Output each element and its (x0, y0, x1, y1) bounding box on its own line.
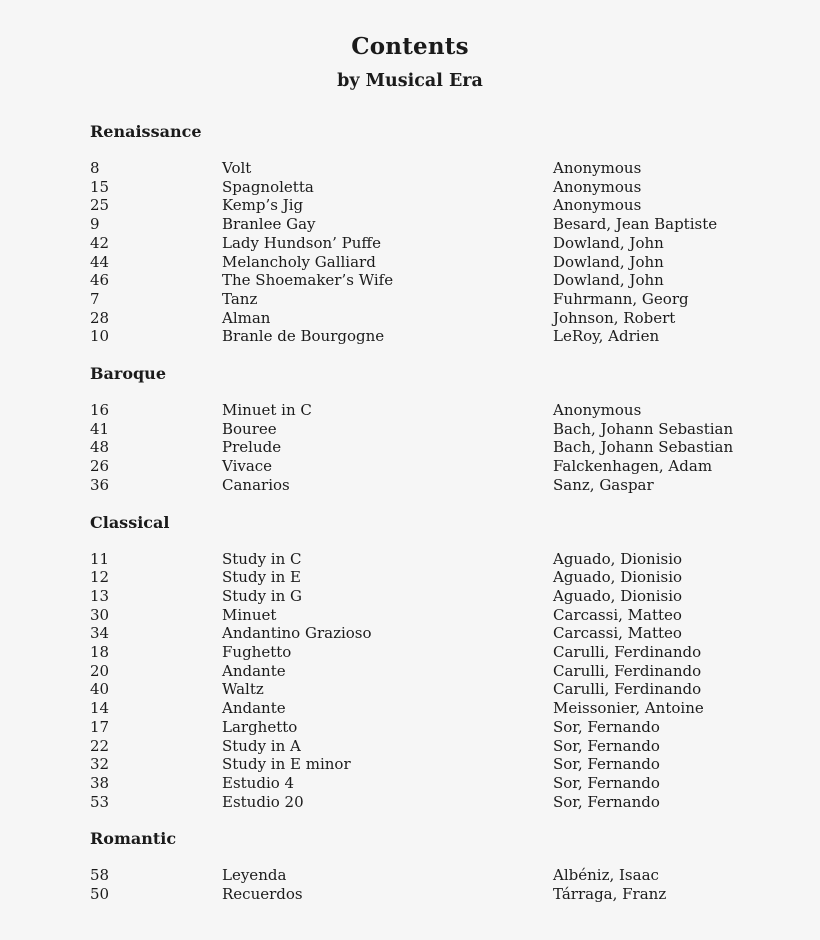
toc-row (90, 401, 730, 420)
toc-row (90, 755, 730, 774)
piece-title: Spagnoletta (222, 177, 314, 196)
page-number: 10 (90, 327, 110, 346)
composer-name: Anonymous (553, 401, 642, 420)
piece-title: Prelude (222, 438, 282, 457)
page-number: 9 (90, 215, 100, 234)
page-number: 20 (90, 661, 110, 680)
piece-title: Estudio 20 (222, 792, 304, 811)
piece-title: Minuet (222, 605, 277, 624)
toc-row (90, 587, 730, 606)
composer-name: Meissonier, Antoine (553, 699, 704, 718)
page-number: 36 (90, 475, 110, 494)
toc-row (90, 774, 730, 793)
page-number: 7 (90, 289, 100, 308)
page-title: Contents (351, 33, 469, 60)
page-number: 48 (90, 438, 110, 457)
composer-name: Carcassi, Matteo (553, 605, 682, 624)
piece-title: Kemp’s Jig (222, 196, 304, 215)
piece-title: Andante (222, 661, 286, 680)
toc-row (90, 885, 730, 904)
piece-title: Bouree (222, 419, 277, 438)
toc-row (90, 568, 730, 587)
era-section (90, 364, 734, 495)
toc-row (90, 309, 730, 328)
piece-title: Minuet in C (222, 401, 312, 420)
piece-title: Andante (222, 699, 286, 718)
toc-row (90, 550, 730, 569)
toc-row (90, 866, 730, 885)
piece-title: Branlee Gay (222, 215, 316, 234)
piece-title: The Shoemaker’s Wife (222, 271, 394, 290)
composer-name: Carcassi, Matteo (553, 624, 682, 643)
page-number: 12 (90, 568, 110, 587)
page-number: 32 (90, 755, 110, 774)
page-number: 50 (90, 885, 110, 904)
toc-row (90, 457, 730, 476)
section-rows (90, 550, 730, 812)
piece-title: Volt (222, 159, 252, 177)
page-number: 11 (90, 549, 110, 568)
page-number: 42 (90, 233, 110, 252)
page-subtitle: by Musical Era (337, 71, 483, 91)
toc-row (90, 737, 730, 756)
toc-row (90, 327, 730, 346)
page-number: 41 (90, 419, 110, 438)
toc-row (90, 793, 730, 812)
composer-name: Anonymous (553, 177, 642, 196)
toc-row (90, 718, 730, 737)
composer-name: Aguado, Dionisio (553, 568, 683, 587)
era-heading: Baroque (90, 364, 166, 384)
composer-name: Bach, Johann Sebastian (553, 438, 734, 457)
composer-name: Sor, Fernando (553, 717, 660, 736)
toc-row (90, 419, 734, 439)
era-section (90, 829, 730, 903)
composer-name: Sanz, Gaspar (553, 475, 654, 494)
toc-row (90, 438, 734, 457)
page-number: 44 (90, 252, 110, 271)
piece-title: Branle de Bourgogne (222, 327, 385, 346)
piece-title: Fughetto (222, 643, 292, 662)
piece-title: Vivace (222, 457, 273, 476)
era-heading: Classical (90, 512, 170, 532)
composer-name: Tárraga, Franz (553, 885, 667, 904)
section-rows (90, 159, 730, 346)
page-number: 13 (90, 586, 110, 605)
composer-name: Falckenhagen, Adam (553, 457, 713, 476)
composer-name: Fuhrmann, Georg (553, 289, 689, 308)
piece-title: Waltz (222, 680, 264, 699)
page-number: 16 (90, 401, 110, 420)
toc-row (90, 271, 730, 290)
piece-title: Study in E (222, 568, 301, 587)
piece-title: Larghetto (222, 717, 298, 736)
composer-name: Anonymous (553, 159, 642, 177)
piece-title: Estudio 4 (222, 773, 295, 792)
page-number: 8 (90, 159, 100, 177)
era-section (90, 513, 730, 812)
composer-name: Dowland, John (553, 271, 664, 290)
composer-name: Dowland, John (553, 233, 664, 252)
page-number: 46 (90, 271, 110, 290)
page-number: 18 (90, 643, 110, 662)
composer-name: Bach, Johann Sebastian (553, 419, 734, 438)
toc-row (90, 624, 730, 643)
toc-row (90, 476, 730, 495)
composer-name: Sor, Fernando (553, 792, 660, 811)
piece-title: Study in A (222, 736, 301, 755)
toc-row (90, 606, 730, 625)
piece-title: Study in E minor (222, 755, 351, 774)
toc-row (90, 178, 730, 197)
page-number: 30 (90, 605, 110, 624)
piece-title: Alman (222, 308, 271, 327)
page-number: 28 (90, 308, 110, 327)
piece-title: Andantino Grazioso (222, 624, 372, 643)
page-number: 15 (90, 177, 110, 196)
page-number: 53 (90, 792, 110, 811)
page-number: 40 (90, 680, 110, 699)
composer-name: Sor, Fernando (553, 773, 660, 792)
toc-row (90, 290, 730, 309)
composer-name: LeRoy, Adrien (553, 327, 660, 346)
composer-name: Albéniz, Isaac (553, 866, 659, 885)
era-heading: Romantic (90, 829, 177, 849)
toc-row (90, 680, 730, 699)
piece-title: Tanz (222, 289, 258, 308)
composer-name: Carulli, Ferdinando (553, 680, 702, 699)
era-heading: Renaissance (90, 122, 202, 141)
composer-name: Besard, Jean Baptiste (553, 215, 718, 234)
page-number: 26 (90, 457, 110, 476)
composer-name: Aguado, Dionisio (553, 549, 683, 568)
toc-row (90, 215, 730, 234)
composer-name: Anonymous (553, 196, 642, 215)
toc-row (90, 253, 730, 272)
sections-container (90, 122, 734, 904)
piece-title: Melancholy Galliard (222, 252, 376, 271)
piece-title: Study in C (222, 549, 302, 568)
piece-title: Recuerdos (222, 885, 303, 904)
composer-name: Johnson, Robert (553, 308, 676, 327)
page-number: 38 (90, 773, 110, 792)
page-number: 34 (90, 624, 110, 643)
composer-name: Aguado, Dionisio (553, 586, 683, 605)
composer-name: Carulli, Ferdinando (553, 643, 702, 662)
piece-title: Leyenda (222, 866, 287, 885)
composer-name: Dowland, John (553, 252, 664, 271)
composer-name: Sor, Fernando (553, 755, 660, 774)
toc-row (90, 234, 730, 253)
toc-row (90, 699, 730, 718)
toc-row (90, 196, 730, 215)
piece-title: Study in G (222, 586, 303, 605)
piece-title: Canarios (222, 475, 290, 494)
toc-row (90, 643, 730, 662)
page-number: 22 (90, 736, 110, 755)
composer-name: Sor, Fernando (553, 736, 660, 755)
page-number: 58 (90, 866, 110, 885)
toc-row (90, 159, 730, 178)
page-number: 14 (90, 699, 110, 718)
section-rows (90, 401, 734, 495)
era-section (90, 122, 730, 346)
page-number: 17 (90, 717, 110, 736)
section-rows (90, 866, 730, 903)
composer-name: Carulli, Ferdinando (553, 661, 702, 680)
piece-title: Lady Hundson’ Puffe (222, 233, 381, 252)
page-number: 25 (90, 196, 110, 215)
toc-row (90, 662, 730, 681)
